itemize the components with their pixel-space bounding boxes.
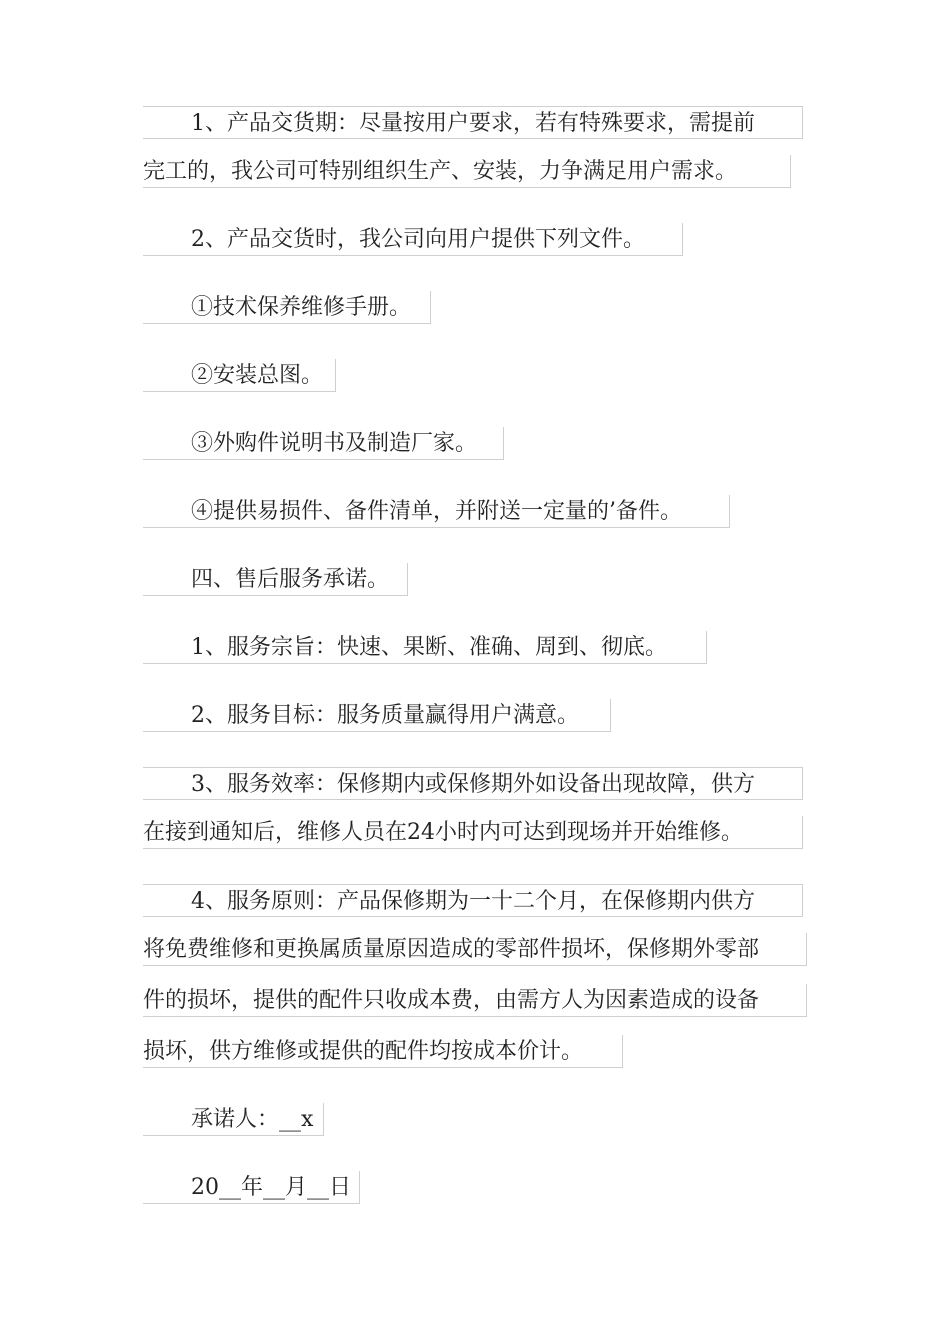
paragraph-service-efficiency-line-2: 在接到通知后，维修人员在24小时内可达到现场并开始维修。 — [143, 816, 803, 849]
paragraph-service-goal: 2、服务目标：服务质量赢得用户满意。 — [143, 699, 611, 732]
paragraph-service-efficiency-line-1: 3、服务效率：保修期内或保修期外如设备出现故障，供方 — [143, 767, 803, 800]
paragraph-service-principle-line-4: 损坏，供方维修或提供的配件均按成本价计。 — [143, 1035, 623, 1068]
list-item-installation-drawing: ②安装总图。 — [143, 359, 336, 392]
paragraph-service-principle-line-3: 件的损坏，提供的配件只收成本费，由需方人为因素造成的设备 — [143, 984, 807, 1017]
paragraph-delivery-period-line-1: 1、产品交货期：尽量按用户要求，若有特殊要求，需提前 — [143, 106, 803, 139]
paragraph-service-principle-line-1: 4、服务原则：产品保修期为一十二个月，在保修期内供方 — [143, 884, 803, 917]
paragraph-delivery-period-line-2: 完工的，我公司可特别组织生产、安装，力争满足用户需求。 — [143, 155, 791, 188]
signature-promisor: 承诺人：__x — [143, 1103, 324, 1136]
signature-date: 20__年__月__日 — [143, 1171, 360, 1204]
section-heading-after-sales: 四、售后服务承诺。 — [143, 563, 408, 596]
paragraph-service-principle-line-2: 将免费维修和更换属质量原因造成的零部件损坏，保修期外零部 — [143, 933, 807, 966]
list-item-spare-parts-list: ④提供易损件、备件清单，并附送一定量的’备件。 — [143, 495, 730, 528]
list-item-maintenance-manual: ①技术保养维修手册。 — [143, 291, 431, 324]
paragraph-service-purpose: 1、服务宗旨：快速、果断、准确、周到、彻底。 — [143, 631, 707, 664]
list-item-purchased-parts-manual: ③外购件说明书及制造厂家。 — [143, 427, 504, 460]
paragraph-delivery-documents: 2、产品交货时，我公司向用户提供下列文件。 — [143, 223, 683, 256]
